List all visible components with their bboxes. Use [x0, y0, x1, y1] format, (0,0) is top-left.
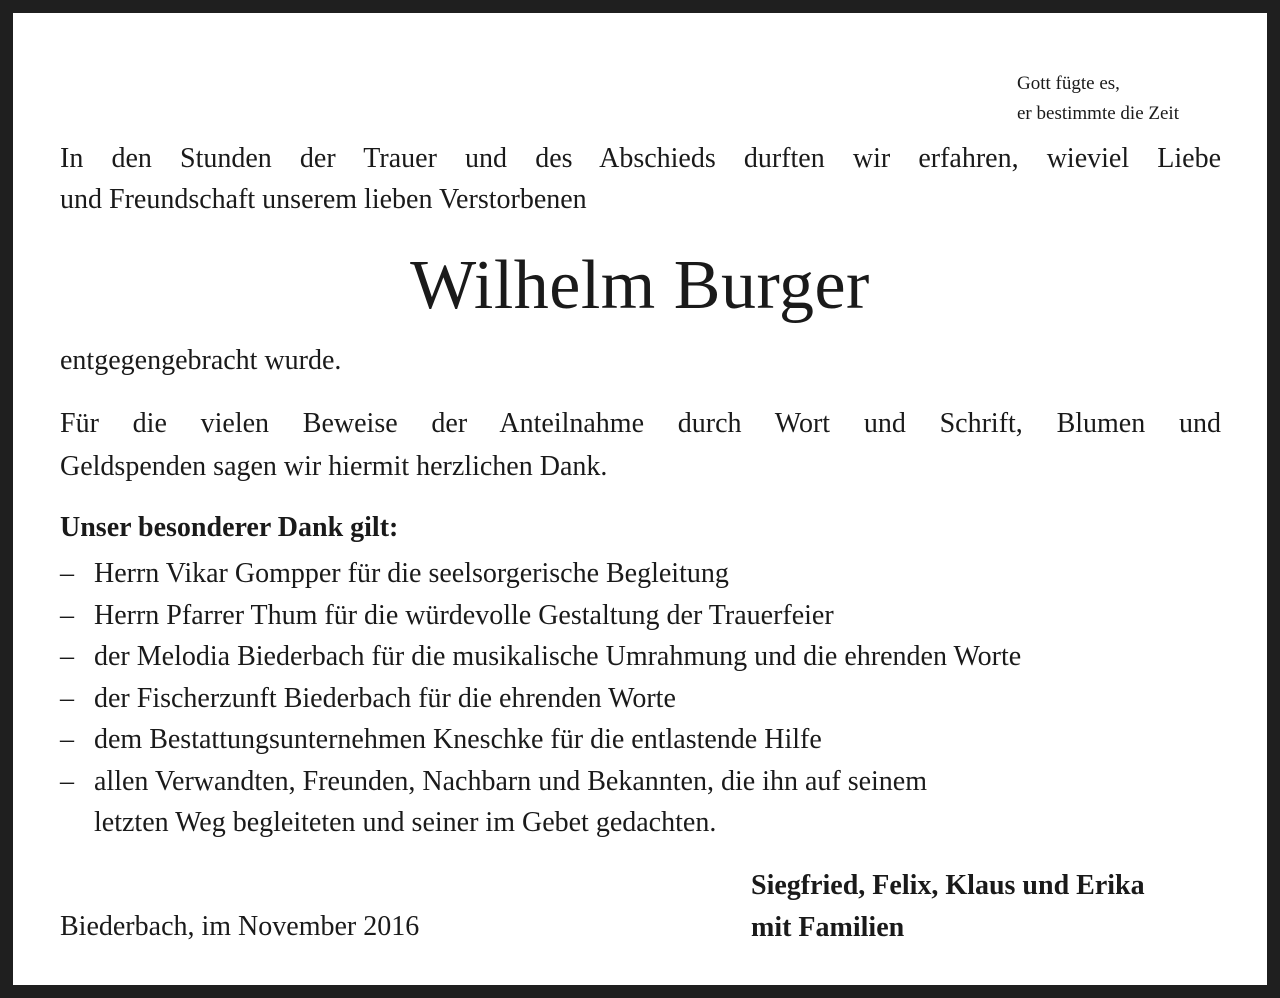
deceased-name: Wilhelm Burger: [410, 247, 870, 324]
dash-bullet: –: [60, 641, 74, 672]
list-item: [60, 595, 1240, 637]
list-item-text: Herrn Pfarrer Thum für die würdevolle Gestaltung der Trauerfeier: [94, 599, 834, 631]
list-item-text: Herrn Vikar Gompper für die seelsorgerische Begleitung: [94, 558, 729, 589]
dash-bullet: –: [60, 765, 74, 797]
dash-bullet: –: [60, 558, 74, 589]
list-item: [60, 719, 1240, 761]
intro-line-1: In den Stunden der Trauer und des Abschieds durften wir erfahren, wieviel Liebe: [60, 143, 1221, 174]
list-item-continuation: letzten Weg begleiteten und seiner im Gebet gedachten.: [94, 807, 717, 838]
list-item-text: der Fischerzunft Biederbach für die ehrenden Worte: [94, 682, 676, 714]
list-item: [60, 553, 1240, 595]
paragraph-thanks: [60, 402, 1221, 488]
paragraph-thanks-line-2: Geldspenden sagen wir hiermit herzlichen Dank.: [60, 451, 608, 482]
signature-line-1: Siegfried, Felix, Klaus und Erika: [751, 870, 1145, 901]
dash-bullet: –: [60, 599, 74, 631]
motto-line-1: Gott fügte es,: [1017, 73, 1120, 94]
place-and-date: Biederbach, im November 2016: [60, 911, 420, 942]
list-item: [60, 761, 1240, 844]
list-item-text: dem Bestattungsunternehmen Kneschke für die entlastende Hilfe: [94, 724, 822, 755]
paragraph-thanks-line-1: Für die vielen Beweise der Anteilnahme durch Wort und Schrift, Blumen und: [60, 408, 1221, 439]
thanks-list: [60, 553, 1240, 844]
signature-line-2: mit Familien: [751, 912, 905, 943]
dash-bullet: –: [60, 724, 74, 755]
thanks-heading: Unser besonderer Dank gilt:: [60, 512, 399, 543]
paragraph-received: entgegengebracht wurde.: [60, 345, 342, 376]
list-item: [60, 636, 1240, 678]
dash-bullet: –: [60, 682, 74, 714]
intro-line-2: und Freundschaft unserem lieben Verstorbenen: [60, 184, 587, 215]
list-item: [60, 678, 1240, 720]
intro-paragraph: [60, 138, 1221, 220]
list-item-text: der Melodia Biederbach für die musikalische Umrahmung und die ehrenden Worte: [94, 641, 1022, 672]
signature: [751, 865, 1145, 949]
list-item-text: allen Verwandten, Freunden, Nachbarn und Bekannten, die ihn auf seinem: [94, 765, 927, 797]
motto-line-2: er bestimmte die Zeit: [1017, 103, 1179, 124]
motto: [1017, 69, 1179, 129]
